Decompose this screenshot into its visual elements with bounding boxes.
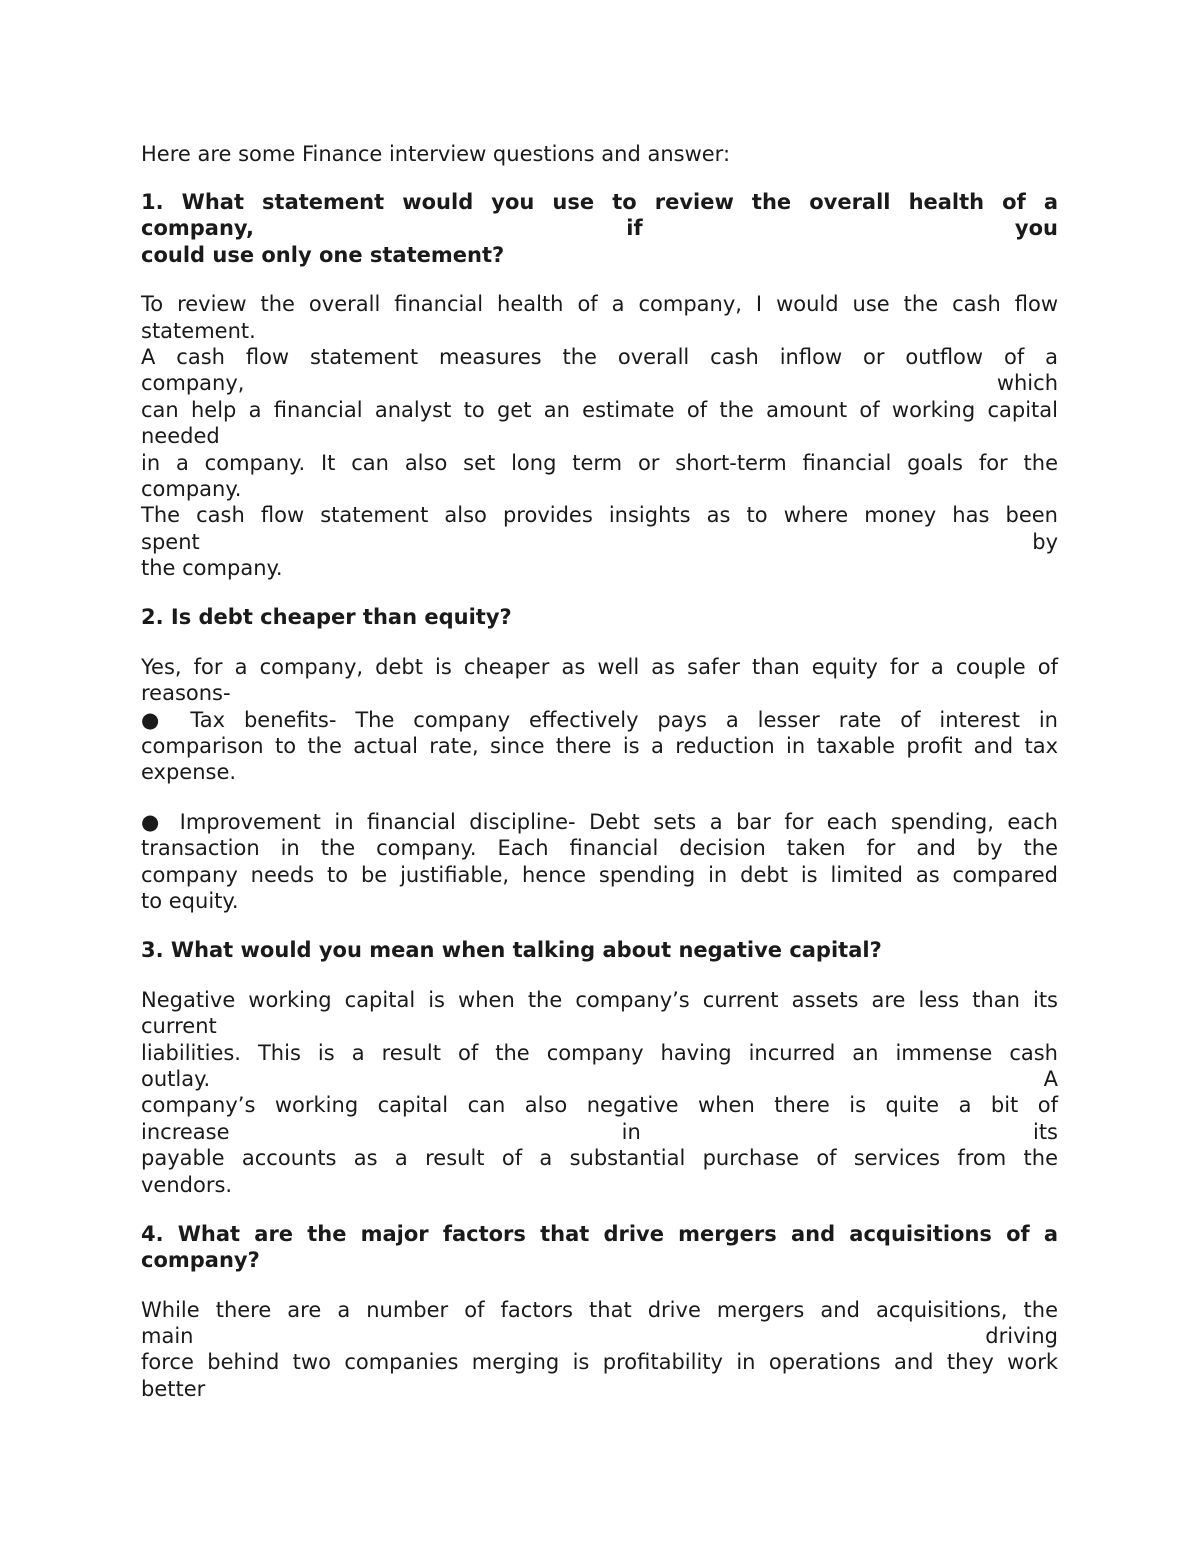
answer-1-line: The cash flow statement also provides insights as to where money has been <box>141 503 1058 528</box>
answer-1-line: A cash flow statement measures the overall cash inflow or outflow of a <box>141 344 1058 369</box>
answer-3-line: Negative working capital is when the company’s current assets are less than its <box>141 987 1058 1012</box>
answer-1-line: needed <box>141 424 220 449</box>
answer-3-line: liabilities. This is a result of the company having incurred an immense cash <box>141 1040 1058 1065</box>
question-1-line-3: could use only one statement? <box>141 242 505 267</box>
question-4-line-1: 4. What are the major factors that drive mergers and acquisitions of a <box>141 1221 1058 1246</box>
answer-2-line: transaction in the company. Each financial decision taken for and by the <box>141 836 1058 861</box>
answer-1-line: company, which <box>141 371 1058 396</box>
answer-3-line: current <box>141 1014 217 1039</box>
answer-2-line: reasons- <box>141 681 231 706</box>
answer-3-line: payable accounts as a result of a substantial purchase of services from the <box>141 1146 1058 1171</box>
intro-heading: Here are some Finance interview questions and answer: <box>141 142 731 166</box>
answer-3-line: vendors. <box>141 1172 233 1197</box>
answer-1-line: company. <box>141 476 242 501</box>
answer-3-line: outlay. A <box>141 1066 1058 1091</box>
question-1-line-2: company, if you <box>141 216 1058 241</box>
answer-1-line: To review the overall financial health of a company, I would use the cash flow <box>141 292 1058 317</box>
answer-1-line: in a company. It can also set long term or short-term financial goals for the <box>141 450 1058 475</box>
question-4-line-2: company? <box>141 1248 260 1273</box>
answer-2-line: Yes, for a company, debt is cheaper as well as safer than equity for a couple of <box>141 654 1058 679</box>
answer-3-line: company’s working capital can also negative when there is quite a bit of <box>141 1093 1058 1118</box>
question-2: 2. Is debt cheaper than equity? <box>141 605 512 630</box>
answer-4-line: force behind two companies merging is profitability in operations and they work <box>141 1350 1058 1375</box>
answer-4-line: better <box>141 1376 206 1401</box>
answer-1-line: can help a financial analyst to get an estimate of the amount of working capital <box>141 397 1058 422</box>
answer-4-line: main driving <box>141 1324 1058 1349</box>
question-3: 3. What would you mean when talking about negative capital? <box>141 938 882 963</box>
answer-2-line: to equity. <box>141 888 239 913</box>
document-page <box>141 141 1058 1402</box>
answer-1-line: statement. <box>141 318 256 343</box>
answer-1-line: spent by <box>141 529 1058 554</box>
bullet-tax-benefits: ● Tax benefits- The company effectively pays a lesser rate of interest in <box>141 707 1058 732</box>
bullet-financial-discipline: ● Improvement in financial discipline- Debt sets a bar for each spending, each <box>141 809 1058 834</box>
answer-4-line: While there are a number of factors that drive mergers and acquisitions, the <box>141 1297 1058 1322</box>
answer-2-line: company needs to be justifiable, hence spending in debt is limited as compared <box>141 862 1058 887</box>
answer-3-line: increase in its <box>141 1119 1058 1144</box>
answer-1-line: the company. <box>141 556 283 581</box>
question-1-line-1: 1. What statement would you use to review the overall health of a <box>141 190 1058 214</box>
answer-2-line: expense. <box>141 760 237 785</box>
answer-2-line: comparison to the actual rate, since there is a reduction in taxable profit and tax <box>141 734 1058 759</box>
